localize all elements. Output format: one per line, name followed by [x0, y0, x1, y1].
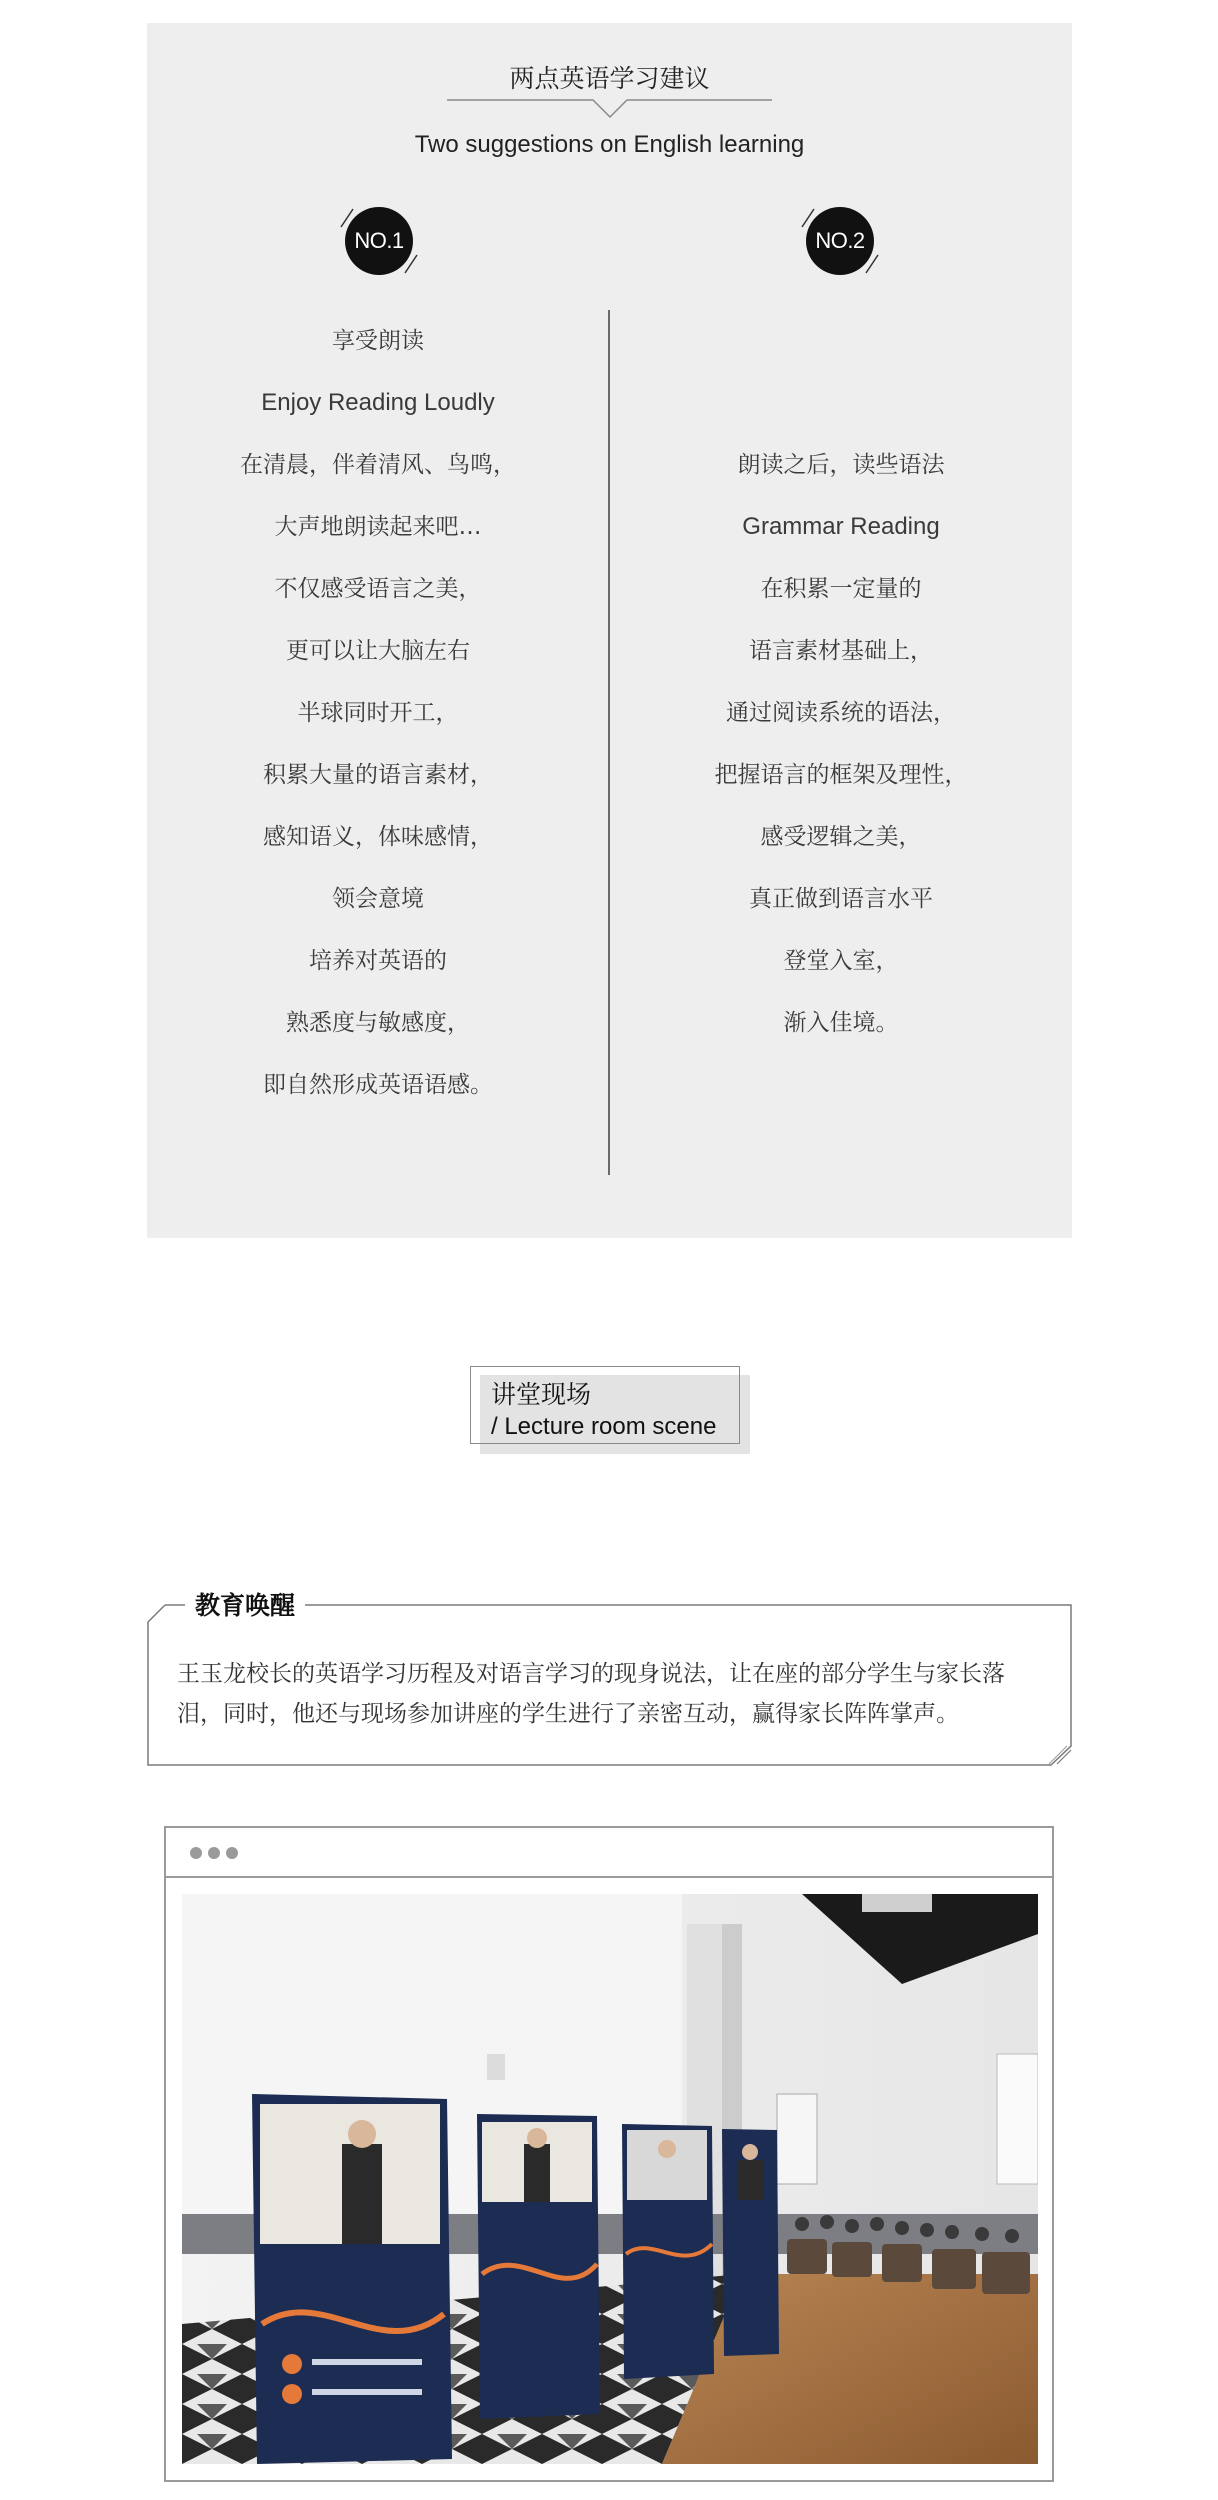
- lecture-scene-title: 讲堂现场: [491, 1380, 592, 1409]
- suggestion-1-list: [147, 310, 609, 1116]
- suggestion-1-line: Enjoy Reading Loudly: [261, 389, 495, 416]
- info-paragraph: 王玉龙校长的英语学习历程及对语言学习的现身说法，让在座的部分学生与家长落泪，同时，他还与现场参加讲座的学生进行了亲密互动，赢得家长阵阵掌声。: [177, 1661, 1005, 1727]
- suggestion-2-line: 登堂入室，: [783, 948, 899, 974]
- lecture-room-illustration: [182, 1894, 1038, 2464]
- window-dot-icon: [208, 1847, 220, 1859]
- suggestion-1-line: 更可以让大脑左右: [286, 638, 470, 664]
- suggestion-1-line: 享受朗读: [332, 328, 424, 354]
- suggestion-1-line: 即自然形成英语语感。: [263, 1072, 493, 1098]
- badge-no2: [794, 195, 886, 287]
- suggestion-1-line: 培养对英语的: [309, 948, 447, 974]
- lecture-room-photo: [182, 1894, 1038, 2464]
- title-underline-icon: [447, 99, 772, 121]
- suggestion-2-line: 渐入佳境。: [783, 1010, 899, 1036]
- suggestion-1-line: 感知语义，体味感情，: [263, 824, 493, 850]
- suggestion-1-line: 领会意境: [332, 886, 424, 912]
- suggestions-subtitle: Two suggestions on English learning: [414, 131, 805, 158]
- suggestion-1-line: 熟悉度与敏感度，: [286, 1010, 470, 1036]
- suggestion-2-list: [610, 434, 1072, 1054]
- window-dot-icon: [190, 1847, 202, 1859]
- suggestion-2-line: 在积累一定量的: [760, 576, 922, 602]
- window-titlebar: [166, 1828, 1052, 1878]
- suggestion-2-line: Grammar Reading: [742, 513, 940, 540]
- badge-no1-label: NO.1: [354, 228, 404, 253]
- lecture-scene-subtitle: / Lecture room scene: [491, 1413, 717, 1440]
- suggestion-2-line: 真正做到语言水平: [749, 886, 933, 912]
- suggestion-1-line: 大声地朗读起来吧…: [274, 514, 482, 540]
- education-awakening-box: [147, 1591, 1072, 1766]
- suggestion-1-line: 在清晨，伴着清风、鸟鸣，: [240, 452, 516, 478]
- suggestions-title: 两点英语学习建议: [509, 64, 710, 93]
- suggestion-2-line: 语言素材基础上，: [749, 638, 933, 664]
- badge-no2-label: NO.2: [815, 228, 865, 253]
- badge-no1: [333, 195, 425, 287]
- window-dot-icon: [226, 1847, 238, 1859]
- suggestion-2-line: 把握语言的框架及理性，: [714, 762, 968, 788]
- suggestion-1-line: 积累大量的语言素材，: [263, 762, 493, 788]
- suggestion-2-line: 通过阅读系统的语法，: [726, 700, 956, 726]
- suggestion-2-line: 感受逻辑之美，: [760, 824, 922, 850]
- suggestions-panel: [147, 23, 1072, 1238]
- info-title: 教育唤醒: [185, 1586, 305, 1622]
- suggestion-2-line: 朗读之后，读些语法: [737, 452, 945, 478]
- photo-window: [164, 1826, 1054, 2482]
- lecture-scene-label: [470, 1366, 750, 1454]
- suggestion-1-line: 不仅感受语言之美，: [274, 576, 482, 602]
- suggestion-1-line: 半球同时开工，: [297, 700, 459, 726]
